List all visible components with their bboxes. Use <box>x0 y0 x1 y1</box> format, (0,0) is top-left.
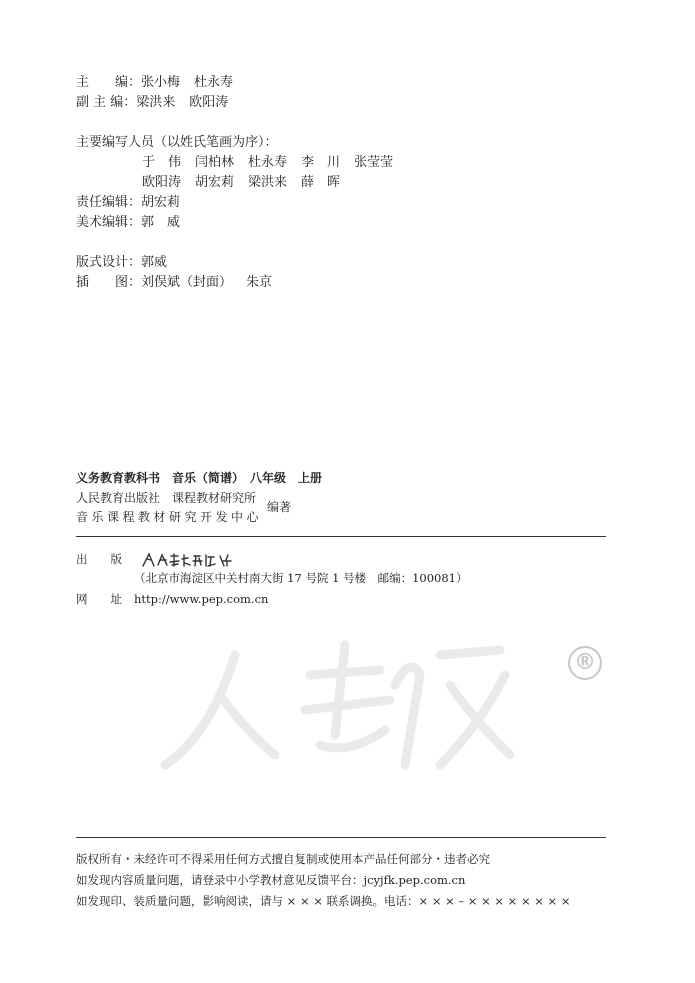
divider <box>76 837 606 838</box>
content-feedback-notice: 如发现内容质量问题，请登录中小学教材意见反馈平台：jcyjfk.pep.com.cn <box>76 873 466 887</box>
publisher-block <box>76 489 262 527</box>
registered-mark-icon: ® <box>568 646 602 680</box>
responsible-editor-line <box>76 194 180 212</box>
website-label: 网 址 <box>76 592 122 606</box>
writers-row <box>142 154 393 172</box>
illustrator-label: 插 图： <box>76 275 142 290</box>
writer-name: 胡宏莉 <box>195 175 235 190</box>
deputy-editor-name: 欧阳涛 <box>189 95 229 110</box>
publisher-address: （北京市海淀区中关村南大街 17 号院 1 号楼 邮编：100081） <box>134 571 468 585</box>
writers-label: 主要编写人员（以姓氏笔画为序）： <box>76 135 278 150</box>
writer-name: 李 川 <box>301 155 341 170</box>
writer-name: 杜永寿 <box>248 155 288 170</box>
publisher-line: 人民教育出版社 课程教材研究所 <box>76 491 257 505</box>
writers-row <box>142 174 340 192</box>
layout-designer-line <box>76 254 167 272</box>
layout-designer-name: 郭威 <box>141 255 168 270</box>
pep-watermark-logo <box>150 615 550 785</box>
illustrator-name: 刘俣斌（封面） <box>141 275 233 290</box>
layout-designer-label: 版式设计： <box>76 255 142 270</box>
chief-editor-line <box>76 74 233 92</box>
art-editor-label: 美术编辑： <box>76 215 142 230</box>
deputy-editor-label: 副 主 编： <box>76 95 137 110</box>
chief-editor-name: 杜永寿 <box>194 75 234 90</box>
writer-name: 张莹莹 <box>354 155 394 170</box>
chief-editor-label: 主 编： <box>76 75 142 90</box>
book-title: 义务教育教科书 音乐（简谱） 八年级 上册 <box>76 471 323 485</box>
deputy-editor-line <box>76 94 228 112</box>
deputy-editor-name: 梁洪来 <box>136 95 176 110</box>
illustrator-line <box>76 274 272 292</box>
chief-editor-name: 张小梅 <box>141 75 181 90</box>
authored-label: 编著 <box>267 500 292 514</box>
writer-name: 闫柏林 <box>195 155 235 170</box>
publish-label: 出 版 <box>76 552 122 566</box>
publisher-line: 音乐课程教材研究开发中心 <box>76 510 263 524</box>
writer-name: 薛 晖 <box>301 175 341 190</box>
art-editor-name: 郭 威 <box>141 215 181 230</box>
website-url[interactable]: http://www.pep.com.cn <box>134 592 269 606</box>
responsible-editor-label: 责任编辑： <box>76 195 142 210</box>
writer-name: 梁洪来 <box>248 175 288 190</box>
publisher-calligraphy-logo <box>140 551 240 569</box>
writer-name: 于 伟 <box>142 155 182 170</box>
print-quality-notice: 如发现印、装质量问题，影响阅读，请与 × × × 联系调换。电话：× × × – × × × × × × × × <box>76 894 571 908</box>
divider <box>76 536 606 537</box>
copyright-notice: 版权所有・未经许可不得采用任何方式擅自复制或使用本产品任何部分・违者必究 <box>76 852 490 866</box>
watermark-text: 人教版 <box>150 615 153 616</box>
responsible-editor-name: 胡宏莉 <box>141 195 181 210</box>
writer-name: 欧阳涛 <box>142 175 182 190</box>
art-editor-line <box>76 214 180 232</box>
illustrator-name: 朱京 <box>246 275 273 290</box>
